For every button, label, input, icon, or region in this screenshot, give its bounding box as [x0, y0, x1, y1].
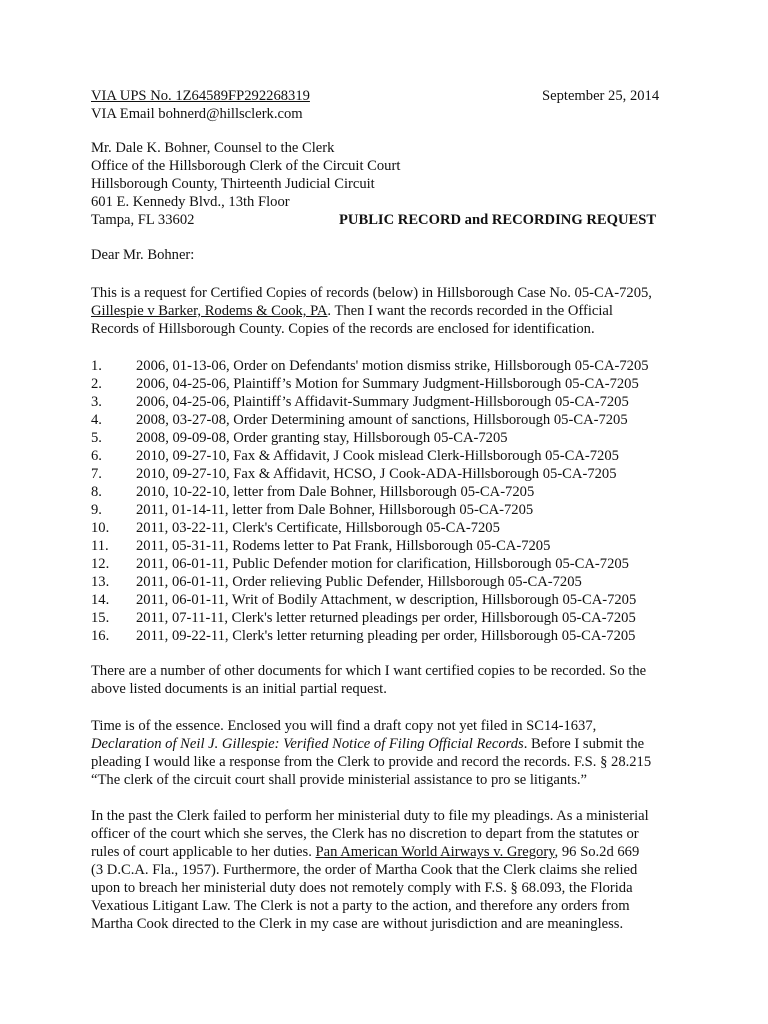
record-item — [91, 591, 691, 609]
record-item — [91, 483, 691, 501]
record-number: 2. — [91, 376, 102, 392]
past-line-3-pre: rules of court applicable to her duties. — [91, 844, 316, 860]
past-line-3-rest: , 96 So.2d 669 — [554, 844, 640, 860]
intro-line-3: Records of Hillsborough County. Copies of the records are enclosed for identification. — [91, 321, 595, 337]
record-number: 13. — [91, 574, 110, 590]
other-documents-paragraph — [91, 662, 691, 698]
record-text: 2006, 04-25-06, Plaintiff’s Affidavit-Summary Judgment-Hillsborough 05-CA-7205 — [136, 394, 629, 410]
intro-line-1: This is a request for Certified Copies of records (below) in Hillsborough Case No. 05-CA-7205, — [91, 285, 652, 301]
record-item — [91, 537, 691, 555]
past-line-6: Vexatious Litigant Law. The Clerk is not a party to the action, and therefore any orders from — [91, 898, 630, 914]
record-item — [91, 447, 691, 465]
record-item — [91, 627, 691, 645]
past-paragraph — [91, 807, 691, 933]
record-text: 2006, 01-13-06, Order on Defendants' motion dismiss strike, Hillsborough 05-CA-7205 — [136, 358, 649, 374]
record-item — [91, 393, 691, 411]
past-line-7: Martha Cook directed to the Clerk in my case are without jurisdiction and are meaningless. — [91, 916, 624, 932]
record-text: 2011, 06-01-11, Order relieving Public Defender, Hillsborough 05-CA-7205 — [136, 574, 582, 590]
past-line-5: upon to breach her ministerial duty does not remotely comply with F.S. § 68.093, the Florida — [91, 880, 633, 896]
record-text: 2010, 09-27-10, Fax & Affidavit, J Cook mislead Clerk-Hillsborough 05-CA-7205 — [136, 448, 619, 464]
address-line-4: 601 E. Kennedy Blvd., 13th Floor — [91, 194, 290, 210]
record-number: 15. — [91, 610, 110, 626]
record-item — [91, 501, 691, 519]
letter-date: September 25, 2014 — [542, 88, 660, 104]
record-text: 2010, 09-27-10, Fax & Affidavit, HCSO, J Cook-ADA-Hillsborough 05-CA-7205 — [136, 466, 617, 482]
record-number: 1. — [91, 358, 102, 374]
record-text: 2011, 03-22-11, Clerk's Certificate, Hillsborough 05-CA-7205 — [136, 520, 500, 536]
record-number: 12. — [91, 556, 110, 572]
record-item — [91, 555, 691, 573]
records-list — [91, 357, 691, 645]
salutation — [91, 246, 691, 264]
record-text: 2011, 09-22-11, Clerk's letter returning pleading per order, Hillsborough 05-CA-7205 — [136, 628, 636, 644]
record-item — [91, 573, 691, 591]
record-number: 16. — [91, 628, 110, 644]
declaration-title: Declaration of Neil J. Gillespie: Verified Notice of Filing Official Records — [91, 736, 524, 752]
time-line-3: pleading I would like a response from the Clerk to provide and record the records. F.S. § 28.215 — [91, 754, 652, 770]
intro-line-2-rest: . Then I want the records recorded in the Official — [327, 303, 613, 319]
record-item — [91, 411, 691, 429]
address-line-1: Mr. Dale K. Bohner, Counsel to the Clerk — [91, 140, 335, 156]
record-item — [91, 465, 691, 483]
time-line-2 — [91, 735, 691, 753]
salutation-text: Dear Mr. Bohner: — [91, 247, 195, 263]
time-line-1: Time is of the essence. Enclosed you will find a draft copy not yet filed in SC14-1637, — [91, 718, 597, 734]
record-text: 2008, 03-27-08, Order Determining amount of sanctions, Hillsborough 05-CA-7205 — [136, 412, 628, 428]
record-number: 3. — [91, 394, 102, 410]
record-number: 9. — [91, 502, 102, 518]
address-line-3: Hillsborough County, Thirteenth Judicial Circuit — [91, 176, 375, 192]
record-item — [91, 519, 691, 537]
record-text: 2011, 05-31-11, Rodems letter to Pat Frank, Hillsborough 05-CA-7205 — [136, 538, 551, 554]
record-text: 2008, 09-09-08, Order granting stay, Hillsborough 05-CA-7205 — [136, 430, 508, 446]
record-number: 7. — [91, 466, 102, 482]
past-line-4: (3 D.C.A. Fla., 1957). Furthermore, the order of Martha Cook that the Clerk claims she relied — [91, 862, 638, 878]
record-number: 10. — [91, 520, 110, 536]
record-item — [91, 609, 691, 627]
past-line-1: In the past the Clerk failed to perform her ministerial duty to file my pleadings. As a ministerial — [91, 808, 649, 824]
record-number: 4. — [91, 412, 102, 428]
address-line-2: Office of the Hillsborough Clerk of the Circuit Court — [91, 158, 401, 174]
record-text: 2011, 06-01-11, Writ of Bodily Attachment, w description, Hillsborough 05-CA-7205 — [136, 592, 637, 608]
record-number: 11. — [91, 538, 109, 554]
record-item — [91, 375, 691, 393]
record-item — [91, 429, 691, 447]
record-text: 2010, 10-22-10, letter from Dale Bohner, Hillsborough 05-CA-7205 — [136, 484, 535, 500]
address-line-5: Tampa, FL 33602 — [91, 212, 195, 228]
record-number: 6. — [91, 448, 102, 464]
cited-case: Pan American World Airways v. Gregory — [315, 844, 555, 860]
time-line-2-rest: . Before I submit the — [523, 736, 645, 752]
time-line-4: “The clerk of the circuit court shall provide ministerial assistance to pro se litigants.” — [91, 772, 588, 788]
via-ups-line: VIA UPS No. 1Z64589FP292268319 — [91, 88, 310, 104]
intro-line-2 — [91, 302, 691, 320]
case-name: Gillespie v Barker, Rodems & Cook, PA — [91, 303, 328, 319]
record-number: 8. — [91, 484, 102, 500]
record-text: 2011, 07-11-11, Clerk's letter returned pleadings per order, Hillsborough 05-CA-7205 — [136, 610, 636, 626]
record-item — [91, 357, 691, 375]
intro-paragraph — [91, 284, 691, 338]
other-line-2: above listed documents is an initial partial request. — [91, 681, 387, 697]
via-email-line: VIA Email bohnerd@hillsclerk.com — [91, 106, 303, 122]
record-text: 2011, 01-14-11, letter from Dale Bohner, Hillsborough 05-CA-7205 — [136, 502, 534, 518]
recipient-address — [91, 139, 691, 229]
record-text: 2006, 04-25-06, Plaintiff’s Motion for Summary Judgment-Hillsborough 05-CA-7205 — [136, 376, 639, 392]
time-paragraph — [91, 717, 691, 789]
record-text: 2011, 06-01-11, Public Defender motion for clarification, Hillsborough 05-CA-7205 — [136, 556, 629, 572]
address-line-5-row — [91, 211, 691, 229]
record-number: 14. — [91, 592, 110, 608]
past-line-2: officer of the court which she serves, the Clerk has no discretion to depart from the statutes or — [91, 826, 639, 842]
record-number: 5. — [91, 430, 102, 446]
subject-title: PUBLIC RECORD and RECORDING REQUEST — [339, 212, 657, 228]
other-line-1: There are a number of other documents for which I want certified copies to be recorded. So the — [91, 663, 647, 679]
past-line-3 — [91, 843, 691, 861]
